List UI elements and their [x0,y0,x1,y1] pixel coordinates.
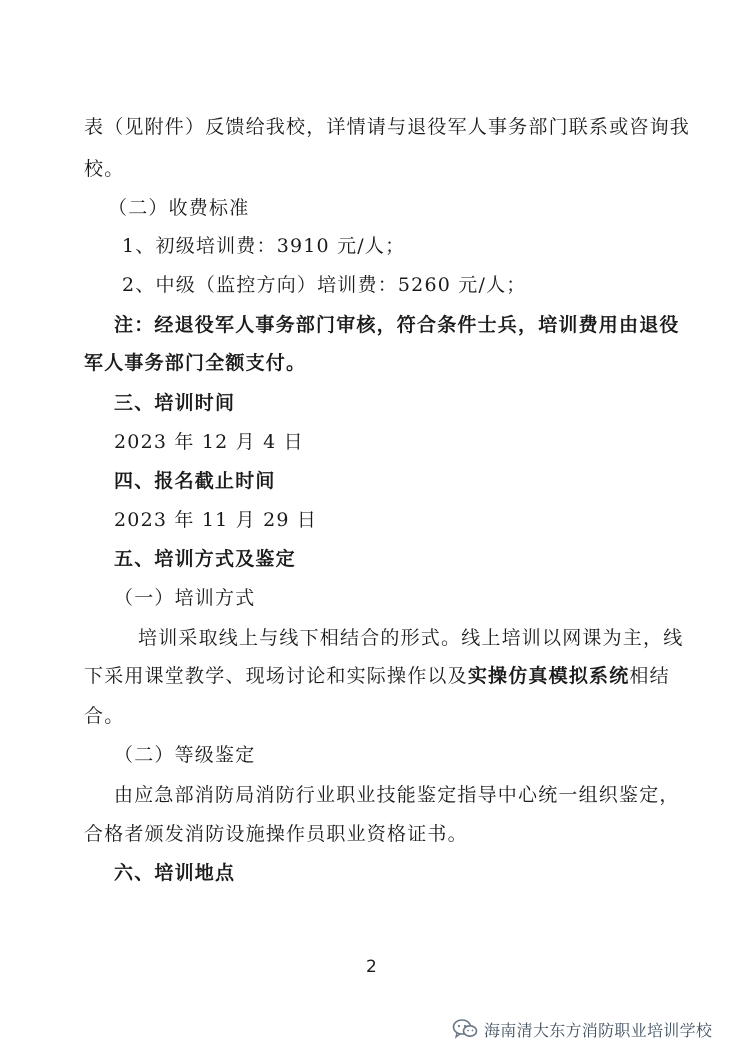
watermark [452,1016,712,1042]
subsection-heading: （二）等级鉴定 [114,744,256,766]
wechat-icon [452,1018,478,1040]
note-line: 军人事务部门全额支付。 [84,352,307,374]
paragraph-line [84,664,670,688]
page-number: 2 [366,957,377,977]
paragraph-line: 由应急部消防局消防行业职业技能鉴定指导中心统一组织鉴定， [114,784,680,806]
section-heading: 五、培训方式及鉴定 [114,548,296,570]
section-heading: 三、培训时间 [114,392,236,414]
date-value: 2023 年 11 月 29 日 [114,509,318,531]
paragraph-line: 合。 [84,705,125,727]
list-item: 2、中级（监控方向）培训费：5260 元/人； [122,274,527,296]
paragraph-text: 下采用课堂教学、现场讨论和实际操作以及 [84,665,468,687]
section-heading: 四、报名截止时间 [114,470,276,492]
list-item: 1、初级培训费：3910 元/人； [122,235,406,257]
watermark-text: 海南清大东方消防职业培训学校 [484,1020,713,1040]
date-value: 2023 年 12 月 4 日 [114,431,304,453]
subsection-heading: （二）收费标准 [108,197,250,219]
emphasis-text: 实操仿真模拟系统 [467,665,630,687]
paragraph-line: 表（见附件）反馈给我校，详情请与退役军人事务部门联系或咨询我 [84,116,691,138]
paragraph-text: 相结 [629,665,670,687]
note-line: 注：经退役军人事务部门审核，符合条件士兵，培训费用由退役 [114,314,680,336]
paragraph-line: 合格者颁发消防设施操作员职业资格证书。 [84,823,468,845]
subsection-heading: （一）培训方式 [114,587,256,609]
paragraph-line: 培训采取线上与线下相结合的形式。线上培训以网课为主，线 [138,627,684,649]
paragraph-line: 校。 [84,158,125,180]
section-heading: 六、培训地点 [114,862,236,884]
